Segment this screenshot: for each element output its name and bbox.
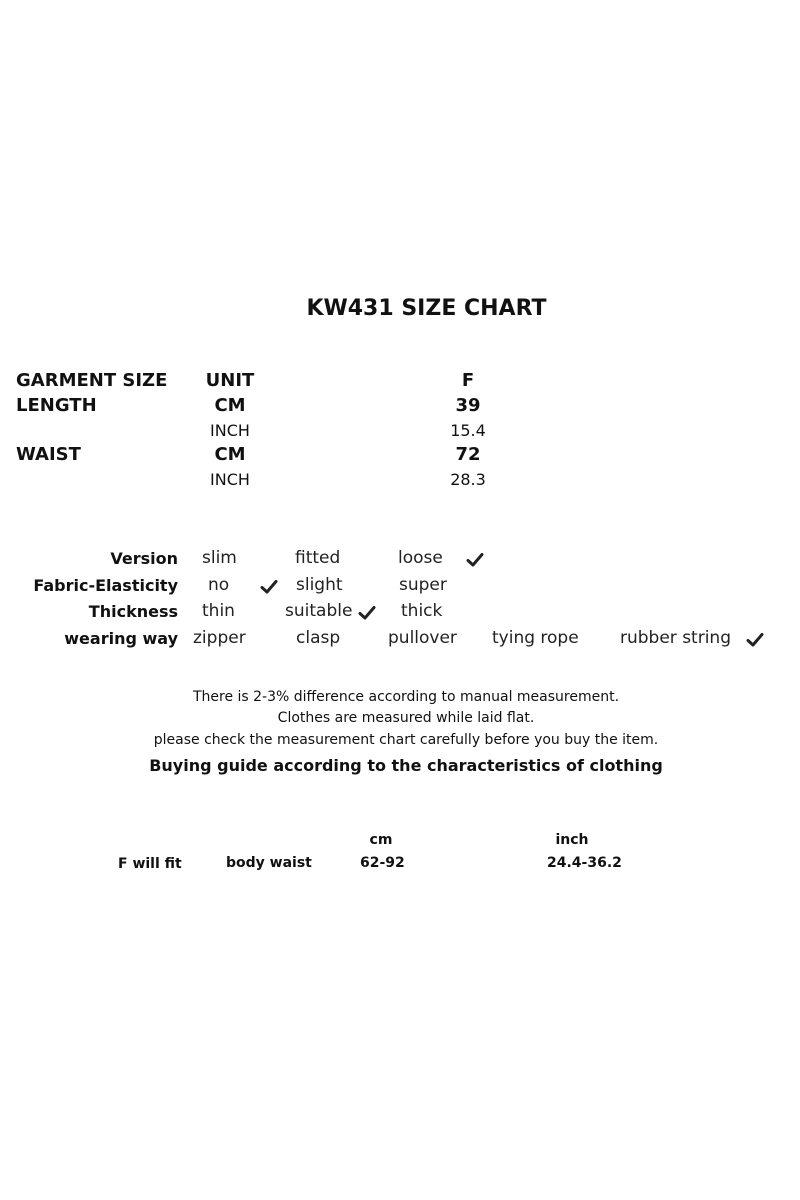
option-tying-rope: tying rope (492, 628, 579, 648)
option-suitable: suitable (285, 601, 353, 621)
option-no: no (208, 575, 230, 595)
option-super: super (399, 575, 447, 595)
garment-size-label: GARMENT SIZE (16, 370, 168, 391)
waist-label: WAIST (16, 444, 81, 465)
length-label: LENGTH (16, 395, 97, 416)
waist-inch-unit: INCH (210, 470, 250, 489)
checkmark-icon (358, 604, 376, 622)
fit-col-inch: inch (555, 832, 589, 848)
buying-guide-title: Buying guide according to the characteristics of clothing (149, 756, 663, 775)
size-header: F (461, 370, 475, 391)
length-inch-value: 15.4 (450, 421, 486, 440)
option-rubber-string: rubber string (620, 628, 731, 648)
waist-inch-value: 28.3 (450, 470, 486, 489)
waist-cm-unit: CM (214, 444, 246, 465)
unit-header: UNIT (205, 370, 255, 391)
note-laid-flat: Clothes are measured while laid flat. (277, 710, 535, 726)
size-chart-title: KW431 SIZE CHART (306, 296, 547, 321)
note-measurement-difference: There is 2-3% difference according to manual measurement. (192, 689, 620, 705)
option-slight: slight (296, 575, 343, 595)
elasticity-label: Fabric-Elasticity (33, 576, 178, 595)
waist-cm-value: 72 (455, 444, 481, 465)
fit-body-part: body waist (226, 855, 312, 871)
length-cm-value: 39 (455, 395, 481, 416)
option-zipper: zipper (193, 628, 246, 648)
option-loose: loose (398, 548, 443, 568)
fit-cm-range: 62-92 (360, 855, 405, 871)
length-inch-unit: INCH (210, 421, 250, 440)
fit-inch-range: 24.4-36.2 (547, 855, 622, 871)
checkmark-icon (260, 578, 278, 596)
option-thin: thin (202, 601, 235, 621)
option-pullover: pullover (388, 628, 457, 648)
length-cm-unit: CM (214, 395, 246, 416)
option-thick: thick (401, 601, 443, 621)
checkmark-icon (746, 631, 764, 649)
thickness-label: Thickness (88, 602, 178, 621)
fit-size-label: F will fit (118, 856, 182, 872)
option-fitted: fitted (295, 548, 341, 568)
checkmark-icon (466, 551, 484, 569)
option-clasp: clasp (296, 628, 341, 648)
fit-col-cm: cm (369, 832, 393, 848)
note-check-chart: please check the measurement chart carefully before you buy the item. (153, 732, 659, 748)
version-label: Version (110, 549, 178, 568)
wearing-way-label: wearing way (64, 629, 178, 648)
option-slim: slim (202, 548, 237, 568)
